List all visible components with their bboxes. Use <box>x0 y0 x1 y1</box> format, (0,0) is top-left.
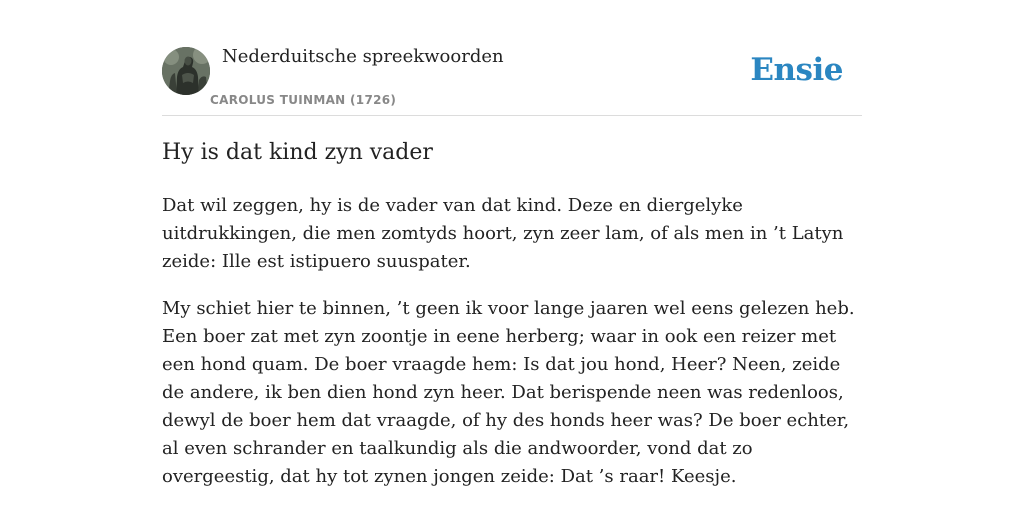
book-title[interactable]: Nederduitsche spreekwoorden <box>222 46 504 67</box>
entry-paragraph: My schiet hier te binnen, ’t geen ik voor lange jaaren wel eens gelezen heb. Een boer zat met zyn zoontje in eene herberg; waar in ook een reizer met een hond quam. De boer vraagde hem: Is dat jou hond, Heer? Neen, zeide de andere, ik ben dien hond zyn heer. Dat berispende neen was redenloos, dewyl de boer hem dat vraagde, of hy des honds heer was? De boer echter, al even schrander en taalkundig als die andwoorder, vond dat zo overgeestig, dat hy tot zynen jongen zeide: Dat ’s raar! Keesje. <box>162 298 855 487</box>
entry-body <box>162 192 862 510</box>
source-header <box>162 40 862 116</box>
avatar[interactable] <box>162 47 210 95</box>
ensie-logo[interactable]: Ensie <box>750 52 843 88</box>
entry-title: Hy is dat kind zyn vader <box>162 140 433 165</box>
statue-photo-avatar-icon <box>162 47 210 95</box>
book-author[interactable]: CAROLUS TUINMAN (1726) <box>210 93 397 107</box>
entry-paragraph: Dat wil zeggen, hy is de vader van dat kind. Deze en diergelyke uitdrukkingen, die men zomtyds hoort, zyn zeer lam, of als men in ’t Latyn zeide: Ille est istipuero suuspater. <box>162 195 844 272</box>
